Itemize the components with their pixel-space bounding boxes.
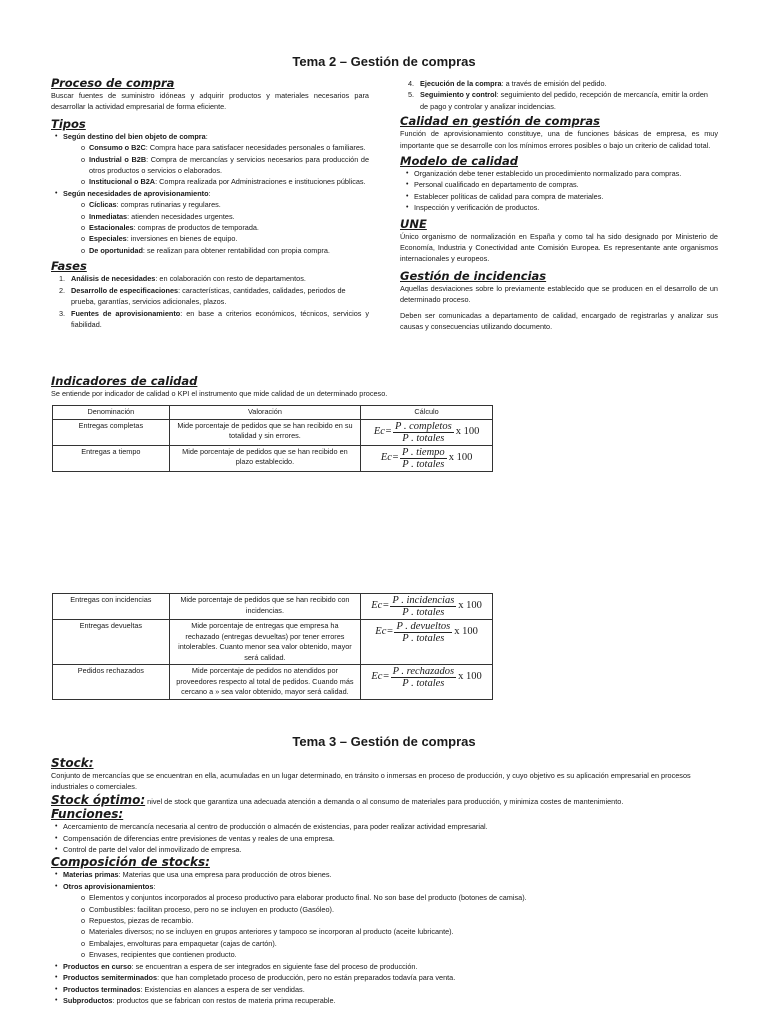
list-item: • Acercamiento de mercancía necesaria al centro de producción o almacén de existencias, para poder realizar actividad empresarial. <box>51 821 719 832</box>
funciones-list <box>51 821 719 855</box>
list-item: o Estacionales: compras de productos de temporada. <box>81 222 369 233</box>
list-item: • Productos terminados: Existencias en alances a espera de ser vendidas. <box>51 984 719 995</box>
list-item: • Establecer políticas de calidad para compra de materiales. <box>402 191 718 202</box>
row-formula: Ec= $\frac{\text{P . devueltos}}{\text{P . totales}}$ x 100 <box>361 620 493 665</box>
table-row <box>53 445 493 471</box>
list-item: o Repuestos, piezas de recambio. <box>81 915 719 926</box>
tema3-section <box>51 756 719 1006</box>
table-row <box>53 665 493 700</box>
list-item: o Materiales diversos; no se incluyen en grupos anteriores y tampoco se incorporan al producto (aceite lubricante). <box>81 926 719 937</box>
list-item: o De oportunidad: se realizan para obtener rentabilidad con propia compra. <box>81 245 369 256</box>
list-item: o Embalajes, envolturas para empaquetar (cajas de cartón). <box>81 938 719 949</box>
list-item: • Control de parte del valor del inmovilizado de empresa. <box>51 844 719 855</box>
row-valoracion: Mide porcentaje de pedidos que se han recibido con incidencias. <box>169 594 360 620</box>
list-item: o Combustibles: facilitan proceso, pero no se incluyen en producto (Gasóleo). <box>81 904 719 915</box>
list-item: 2. Desarrollo de especificaciones: características, cantidades, calidades, periodos de prueba, garantías, servicios adicionales, plazos. <box>59 285 346 307</box>
list-item: • Inspección y verificación de productos. <box>402 202 718 213</box>
modelo-heading: Modelo de calidad <box>400 154 518 169</box>
table-row <box>53 419 493 445</box>
incidencias-text-1: Aquellas desviaciones sobre lo previamente establecido que se producen en el desarrollo de un determinado proceso. <box>400 283 718 305</box>
proceso-text: Buscar fuentes de suministro idóneas y adquirir productos y materiales necesarios para desarrollar la actividad empresarial de forma eficiente. <box>51 91 369 112</box>
list-item: o Institucional o B2A: Compra realizada por Administraciones e instituciones públicas. <box>81 176 369 187</box>
table-row <box>53 620 493 665</box>
column-header: Cálculo <box>361 406 493 420</box>
list-item: • Otros aprovisionamientos: o Elementos y conjuntos incorporados al proceso productivo para elaborar producto final. No son base del producto (botones de camisa). o Combustibles: facilitan proceso, pero no se incluyen en producto (Gasóleo). o Repuestos, piezas de recambio. o Materiales diversos; no se incluyen en grupos anteriores y tampoco se incorporan al producto (aceite lubricante). o Embalajes, envolturas para empaquetar (cajas de cartón). o Envases, recipientes que contienen producto. <box>51 881 719 961</box>
list-item: • Materias primas: Materias que usa una empresa para producción de otros bienes. <box>51 869 719 880</box>
page-title: Tema 2 – Gestión de compras <box>292 54 476 69</box>
list-item: o Envases, recipientes que contienen producto. <box>81 949 719 960</box>
list-item: o Especiales: inversiones en bienes de equipo. <box>81 233 369 244</box>
row-valoracion: Mide porcentaje de pedidos que se han recibido en plazo establecido. <box>169 445 360 471</box>
stock-heading: Stock: <box>51 756 94 770</box>
list-item: • Compensación de diferencias entre previsiones de ventas y reales de una empresa. <box>51 833 719 844</box>
indicadores-heading: Indicadores de calidad <box>51 374 198 388</box>
tipos-list <box>51 131 369 256</box>
list-item: • Según destino del bien objeto de compra: o Consumo o B2C: Compra hace para satisfacer necesidades personales o familiares. o Industrial o B2B: Compra de mercancías y servicios necesarios para producción de otros productos o servicios o elaborados. o Institucional o B2A: Compra realizada por Administraciones e instituciones públicas. <box>51 131 369 188</box>
list-item: o Inmediatas: atienden necesidades urgentes. <box>81 211 369 222</box>
list-item: o Industrial o B2B: Compra de mercancías y servicios necesarios para producción de otros productos o servicios o elaborados. <box>81 154 369 177</box>
list-item: 1. Análisis de necesidades: en colaboración con resto de departamentos. <box>59 274 306 284</box>
list-item: 4. Ejecución de la compra: a través de emisión del pedido. <box>408 79 607 88</box>
tipos-heading: Tipos <box>51 116 86 131</box>
proceso-heading: Proceso de compra <box>51 76 175 90</box>
incidencias-heading: Gestión de incidencias <box>400 268 547 283</box>
row-name: Pedidos rechazados <box>53 665 170 700</box>
list-item: • Organización debe tener establecido un procedimiento normalizado para compras. <box>402 168 718 179</box>
column-header: Denominación <box>53 406 170 420</box>
composicion-list <box>51 869 719 1006</box>
list-item: • Según necesidades de aprovisionamiento: o Cíclicas: compras rutinarias y regulares. o Inmediatas: atienden necesidades urgentes. o Estacionales: compras de productos de temporada. o Especiales: inversiones en bienes de equipo. o De oportunidad: se realizan para obtener rentabilidad con propia compra. <box>51 188 369 256</box>
indicadores-section <box>51 374 511 399</box>
row-formula: Ec= $\frac{\text{P . rechazados}}{\text{P . totales}}$ x 100 <box>361 665 493 700</box>
column-header: Valoración <box>169 406 360 420</box>
calidad-text: Función de aprovisionamiento constituye, una de funciones básicas de empresa, es muy importante que se desarrolle con los mínimos errores posibles o bajo un criterio de calidad total. <box>400 129 718 150</box>
row-formula: Ec= $\frac{\text{P . completos}}{\text{P . totales}}$ x 100 <box>361 419 493 445</box>
funciones-heading: Funciones: <box>51 807 124 822</box>
list-item: • Productos en curso: se encuentran a espera de ser integrados en siguiente fase del proceso de producción. <box>51 961 719 972</box>
list-item: • Personal cualificado en departamento de compras. <box>402 179 718 190</box>
fases-list <box>51 273 369 330</box>
right-column <box>400 78 718 333</box>
row-valoracion: Mide porcentaje de pedidos que se han recibido en su totalidad y sin errores. <box>169 419 360 445</box>
table-header-row <box>53 406 493 420</box>
table-row <box>53 594 493 620</box>
fases-heading: Fases <box>51 259 87 274</box>
list-item: • Productos semiterminados: que han completado proceso de producción, pero no están preparados todavía para venta. <box>51 972 719 983</box>
list-item: o Consumo o B2C: Compra hace para satisfacer necesidades personales o familiares. <box>81 142 369 153</box>
row-name: Entregas con incidencias <box>53 594 170 620</box>
une-text: Único organismo de normalización en España y como tal ha sido designado por Ministerio de Economía, Industria y Conectividad ante Comisión Europea. Es representante ante organismos internacionales y europeos. <box>400 231 718 264</box>
une-heading: UNE <box>400 216 427 231</box>
row-valoracion: Mide porcentaje de entregas que empresa ha rechazado (entregas devueltas) por tener errores intolerables. Cuanto menor sea valor obtenido, mayor será calidad. <box>169 620 360 665</box>
list-item: • Subproductos: productos que se fabrican con restos de materia prima recuperable. <box>51 995 719 1006</box>
incidencias-text-2: Deben ser comunicadas a departamento de calidad, encargado de registrarlas y analizar sus causas y consecuencias utilizando documento. <box>400 310 718 332</box>
calidad-heading: Calidad en gestión de compras <box>400 114 600 129</box>
row-formula: Ec= $\frac{\text{P . tiempo}}{\text{P . totales}}$ x 100 <box>361 445 493 471</box>
indicadores-text: Se entiende por indicador de calidad o KPI el instrumento que mide calidad de un determinado proceso. <box>51 389 388 398</box>
list-item: 3. Fuentes de aprovisionamiento: en base a criterios económicos, técnicos, servicios y fiabilidad. <box>59 308 370 329</box>
list-item: 5. Seguimiento y control: seguimiento del pedido, recepción de mercancía, emitir la orden de pago y controlar y analizar incidencias. <box>408 90 708 111</box>
row-name: Entregas completas <box>53 419 170 445</box>
tema3-title: Tema 3 – Gestión de compras <box>292 734 476 749</box>
stock-text: Conjunto de mercancías que se encuentran en ella, acumuladas en un lugar determinado, en tránsito o inmersas en proceso de producción, y cuyo objetivo es su aplicación empresarial en procesos industriales o comerciales. <box>51 771 691 792</box>
stock-optimo-heading: Stock óptimo: <box>51 792 146 807</box>
indicadores-table-2 <box>52 593 493 700</box>
stock-optimo <box>51 793 719 807</box>
composicion-heading: Composición de stocks: <box>51 855 210 870</box>
fases-list-continued <box>400 78 718 112</box>
stock-optimo-text: nivel de stock que garantiza una adecuada atención a demanda o al consumo de materiales para producción, y minimiza costes de mantenimiento. <box>145 796 624 806</box>
row-formula: Ec= $\frac{\text{P . incidencias}}{\text{P . totales}}$ x 100 <box>361 594 493 620</box>
row-valoracion: Mide porcentaje de pedidos no atendidos por proveedores respecto al total de pedidos. Cuando más cercano a » sea valor obtenido, mayor será calidad. <box>169 665 360 700</box>
row-name: Entregas devueltas <box>53 620 170 665</box>
list-item: o Cíclicas: compras rutinarias y regulares. <box>81 199 369 210</box>
row-name: Entregas a tiempo <box>53 445 170 471</box>
left-column <box>51 76 369 330</box>
indicadores-table-1 <box>52 405 493 472</box>
modelo-list <box>400 168 718 214</box>
list-item: o Elementos y conjuntos incorporados al proceso productivo para elaborar producto final. No son base del producto (botones de camisa). <box>81 892 719 903</box>
